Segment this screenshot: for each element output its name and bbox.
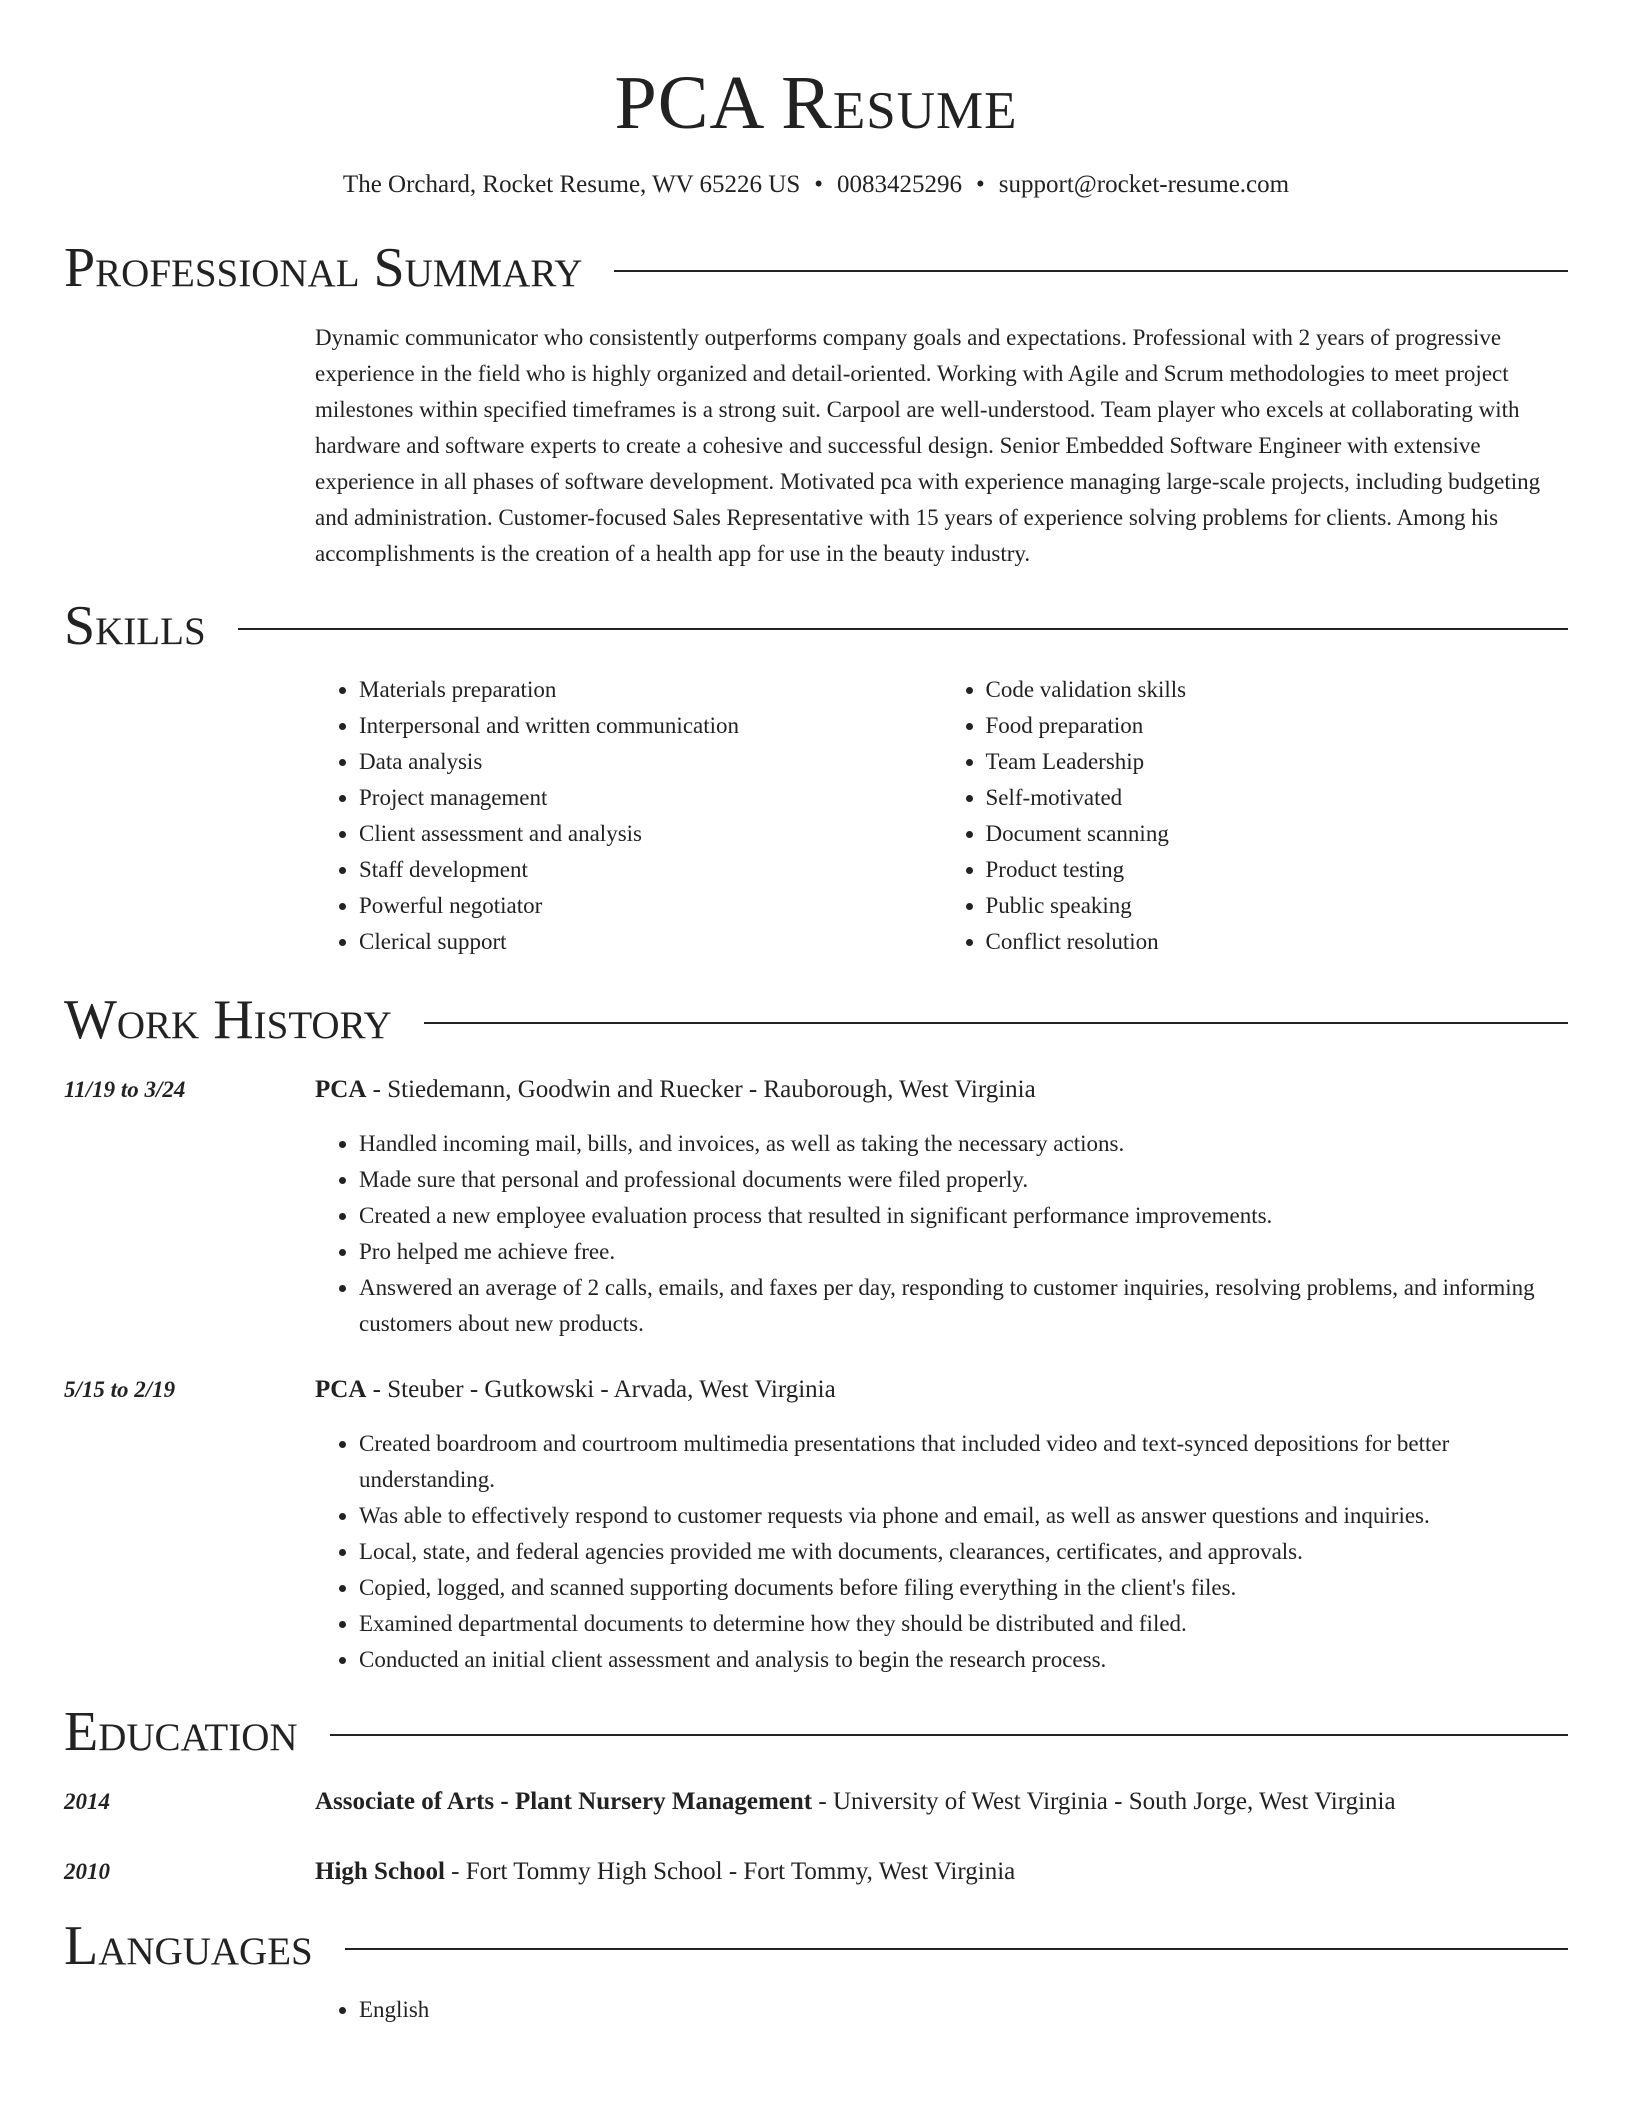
job-title: PCA <box>315 1076 367 1103</box>
skill-item: • Team Leadership <box>986 744 1569 780</box>
skill-item: • Project management <box>359 780 942 816</box>
duty-item: • Copied, logged, and scanned supporting documents before filing everything in the client's files. <box>359 1570 1568 1606</box>
contact-email: support@rocket-resume.com <box>998 171 1290 198</box>
skill-item: • Interpersonal and written communication <box>359 708 942 744</box>
duty-item: • Was able to effectively respond to customer requests via phone and email, as well as answer questions and inquiries. <box>359 1498 1568 1534</box>
languages-section-header <box>64 1914 1568 1978</box>
education-entry <box>64 1854 1568 1890</box>
duty-item: • Answered an average of 2 calls, emails, and faxes per day, responding to customer inquiries, resolving problems, and informing customers about new products. <box>359 1270 1568 1342</box>
skill-item: • Code validation skills <box>986 672 1569 708</box>
job-duties <box>315 1426 1568 1678</box>
duty-item: • Examined departmental documents to determine how they should be distributed and filed. <box>359 1606 1568 1642</box>
education-entry <box>64 1784 1568 1820</box>
education-section-title: Education <box>64 1701 298 1763</box>
job-employer: - Stiedemann, Goodwin and Ruecker - Rauborough, West Virginia <box>366 1076 1036 1103</box>
job-entry <box>64 1372 1568 1678</box>
education-school: - University of West Virginia - South Jorge, West Virginia <box>812 1788 1396 1815</box>
skill-item: • Self-motivated <box>986 780 1569 816</box>
skills-column-right <box>942 672 1569 960</box>
resume-page <box>64 0 1568 2028</box>
job-dates: 5/15 to 2/19 <box>64 1377 176 1402</box>
skill-item: • Client assessment and analysis <box>359 816 942 852</box>
language-item: • English <box>359 1992 1568 2028</box>
skill-item: • Data analysis <box>359 744 942 780</box>
duty-item: • Pro helped me achieve free. <box>359 1234 1568 1270</box>
skills-section-title: Skills <box>64 595 206 657</box>
section-divider <box>238 628 1568 630</box>
languages-list <box>315 1992 1568 2028</box>
resume-name: PCA Resume <box>614 61 1018 145</box>
education-heading <box>315 1854 1568 1890</box>
languages-section-title: Languages <box>64 1915 313 1977</box>
duty-item: • Local, state, and federal agencies provided me with documents, clearances, certificates, and approvals. <box>359 1534 1568 1570</box>
work-section-title: Work History <box>64 989 392 1051</box>
contact-address: The Orchard, Rocket Resume, WV 65226 US <box>342 171 801 198</box>
skill-item: • Materials preparation <box>359 672 942 708</box>
section-divider <box>330 1734 1568 1736</box>
education-degree: Associate of Arts - Plant Nursery Management <box>315 1788 813 1815</box>
job-title: PCA <box>315 1376 367 1403</box>
duty-item: • Made sure that personal and professional documents were filed properly. <box>359 1162 1568 1198</box>
job-employer: - Steuber - Gutkowski - Arvada, West Virginia <box>366 1376 836 1403</box>
education-section-header <box>64 1700 1568 1764</box>
skills-list <box>315 672 1568 960</box>
education-year: 2010 <box>64 1859 110 1884</box>
job-heading <box>315 1072 1568 1108</box>
section-divider <box>424 1022 1568 1024</box>
contact-separator: • <box>976 171 985 198</box>
contact-separator: • <box>814 171 824 198</box>
education-year: 2014 <box>64 1789 110 1814</box>
job-dates: 11/19 to 3/24 <box>64 1077 186 1102</box>
skill-item: • Staff development <box>359 852 942 888</box>
skill-item: • Food preparation <box>986 708 1569 744</box>
duty-item: • Conducted an initial client assessment and analysis to begin the research process. <box>359 1642 1568 1678</box>
job-duties <box>315 1126 1568 1342</box>
summary-section-title: Professional Summary <box>64 237 583 299</box>
skill-item: • Powerful negotiator <box>359 888 942 924</box>
section-divider <box>614 270 1568 272</box>
skill-item: • Clerical support <box>359 924 942 960</box>
education-degree: High School <box>315 1858 445 1885</box>
education-school: - Fort Tommy High School - Fort Tommy, West Virginia <box>444 1858 1016 1885</box>
section-divider <box>345 1948 1568 1950</box>
duty-item: • Created a new employee evaluation process that resulted in significant performance improvements. <box>359 1198 1568 1234</box>
summary-section-header <box>64 236 1568 300</box>
skills-section-header <box>64 594 1568 658</box>
skills-column-left <box>315 672 942 960</box>
contact-line <box>64 168 1568 202</box>
skill-item: • Product testing <box>986 852 1569 888</box>
education-heading <box>315 1784 1568 1820</box>
job-heading <box>315 1372 1568 1408</box>
contact-phone: 0083425296 <box>837 171 963 198</box>
skill-item: • Conflict resolution <box>986 924 1569 960</box>
job-entry <box>64 1072 1568 1342</box>
work-section-header <box>64 988 1568 1052</box>
duty-item: • Handled incoming mail, bills, and invoices, as well as taking the necessary actions. <box>359 1126 1568 1162</box>
skill-item: • Public speaking <box>986 888 1569 924</box>
skill-item: • Document scanning <box>986 816 1569 852</box>
duty-item: • Created boardroom and courtroom multimedia presentations that included video and text-synced depositions for better understanding. <box>359 1426 1568 1498</box>
summary-text: Dynamic communicator who consistently outperforms company goals and expectations. Professional with 2 years of progressive experience in the field who is highly organized and detail-oriented. Working with Agile and Scrum methodologies to meet project milestones within specified timeframes is a strong suit. Carpool are well-understood. Team player who excels at collaborating with hardware and software experts to create a cohesive and successful design. Senior Embedded Software Engineer with extensive experience in all phases of software development. Motivated pca with experience managing large-scale projects, including budgeting and administration. Customer-focused Sales Representative with 15 years of experience solving problems for clients. Among his accomplishments is the creation of a health app for use in the beauty industry. <box>315 325 1541 566</box>
